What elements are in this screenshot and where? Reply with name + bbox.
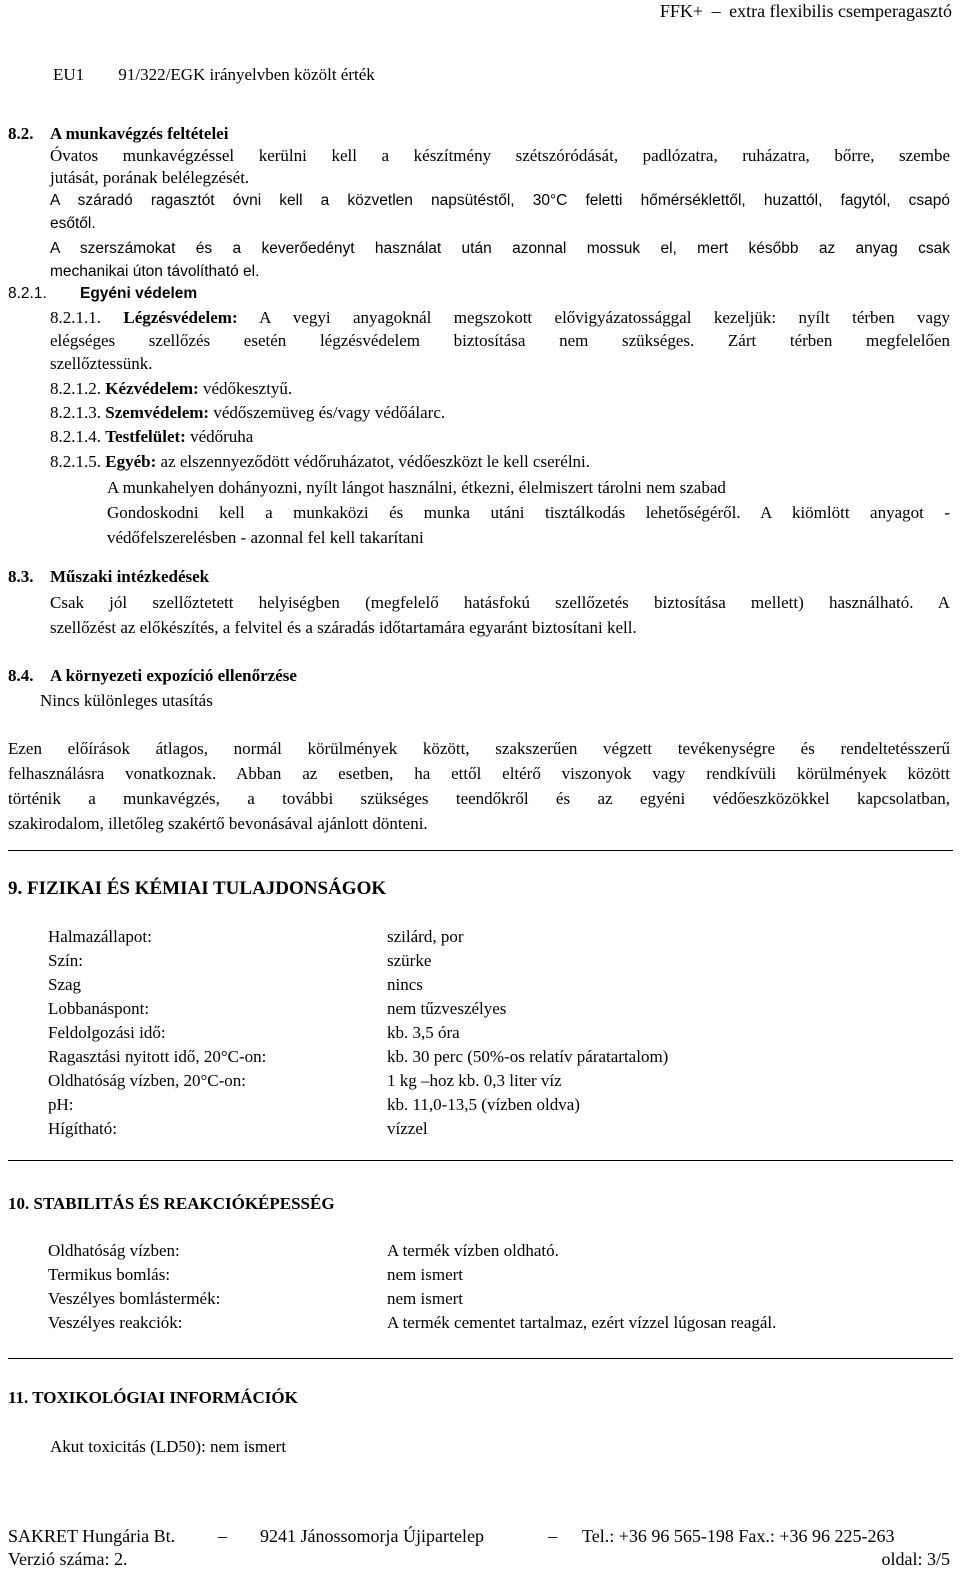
s821-item4 xyxy=(50,426,253,448)
s83-l1: Csak jól szellőztetett helyiségben (megfelelő hatásfokú szellőzetés biztosítása mellett) használható. A xyxy=(50,593,950,612)
section-8-3-heading xyxy=(8,566,210,588)
property-label: pH: xyxy=(48,1095,74,1114)
property-label: Oldhatóság vízben, 20°C-on: xyxy=(48,1071,247,1090)
item-number: 8.2.1.4. xyxy=(50,427,101,446)
property-value: vízzel xyxy=(387,1119,428,1138)
property-value: kb. 30 perc (50%-os relatív páratartalom) xyxy=(387,1047,669,1066)
divider xyxy=(8,1358,953,1359)
s82-p1-l1: Óvatos munkavégzéssel kerülni kell a készítmény szétszóródását, padlózatra, ruházatra, bőrre, szembe xyxy=(50,146,950,165)
page-header xyxy=(660,0,952,22)
s821-item1-l2: elégséges szellőzés esetén légzésvédelem biztosítása nem szükséges. Zárt térben megfelelően xyxy=(50,331,950,350)
property-value: kb. 11,0-13,5 (vízben oldva) xyxy=(387,1095,580,1114)
property-label: Szín: xyxy=(48,951,83,970)
property-label: Szag xyxy=(48,975,82,994)
property-value: nem ismert xyxy=(387,1289,464,1308)
property-value: szilárd, por xyxy=(387,927,464,946)
s821-note-l1: A munkahelyen dohányozni, nyílt lángot használni, étkezni, élelmiszert tárolni nem szabad xyxy=(107,478,726,497)
property-label: Veszélyes bomlástermék: xyxy=(48,1289,221,1308)
property-label: Ragasztási nyitott idő, 20°C-on: xyxy=(48,1047,267,1066)
s11-text: Akut toxicitás (LD50): nem ismert xyxy=(50,1437,287,1456)
s821-item2 xyxy=(50,378,292,400)
footer-phone: Tel.: +36 96 565-198 Fax.: +36 96 225-263 xyxy=(582,1526,895,1546)
header-product: extra flexibilis csemperagasztó xyxy=(729,1,952,21)
section-number: 8.4. xyxy=(8,666,34,685)
section-8-4-heading xyxy=(8,665,297,687)
item-label: Testfelület: xyxy=(105,427,186,446)
section-title: Műszaki intézkedések xyxy=(50,567,210,586)
property-label: Lobbanáspont: xyxy=(48,999,150,1018)
property-value: A termék cementet tartalmaz, ezért vízzel lúgosan reagál. xyxy=(387,1313,777,1332)
s821-note-l3: védőfelszerelésben - azonnal fel kell takarítani xyxy=(107,528,424,547)
s82-p3-l1: A szerszámokat és a keverőedényt használat után azonnal mossuk el, mert később az anyag csak xyxy=(50,240,950,257)
item-label: Légzésvédelem: xyxy=(123,308,238,327)
footer-dash2: – xyxy=(548,1526,557,1546)
section-8-2-heading xyxy=(8,123,229,145)
disclaimer-l1: Ezen előírások átlagos, normál körülmények között, szakszerűen végzett tevékenységre és rendeltetésszerű xyxy=(8,739,950,758)
s82-p1-l2: jutását, porának belélegzését. xyxy=(50,168,250,187)
s821-note-l2: Gondoskodni kell a munkaközi és munka utáni tisztálkodás lehetőségéről. A kiömlött anyagot - xyxy=(107,503,950,522)
section-number: 8.2. xyxy=(8,124,34,143)
section-title: A munkavégzés feltételei xyxy=(50,124,229,143)
property-value: szürke xyxy=(387,951,432,970)
section-11-title: 11. TOXIKOLÓGIAI INFORMÁCIÓK xyxy=(8,1388,298,1407)
header-brand: FFK+ xyxy=(659,1,704,21)
item-text: védőruha xyxy=(190,427,254,446)
property-label: Hígítható: xyxy=(48,1119,117,1138)
property-label: Feldolgozási idő: xyxy=(48,1023,166,1042)
section-9-title: 9. FIZIKAI ÉS KÉMIAI TULAJDONSÁGOK xyxy=(8,878,387,899)
property-value: A termék vízben oldható. xyxy=(387,1241,559,1260)
s82-p2-l1: A száradó ragasztót óvni kell a közvetlen napsütéstől, 30°C feletti hőmérséklettől, huzattól, fagytól, csapó xyxy=(50,192,950,209)
section-title: Egyéni védelem xyxy=(80,285,198,302)
header-dash: – xyxy=(711,1,721,21)
section-number: 8.3. xyxy=(8,567,34,586)
property-label: Oldhatóság vízben: xyxy=(48,1241,180,1260)
disclaimer-l4: szakirodalom, illetőleg szakértő bevonásával ajánlott dönteni. xyxy=(8,814,428,833)
footer-company: SAKRET Hungária Bt. xyxy=(8,1526,176,1546)
footer-dash: – xyxy=(218,1526,227,1546)
eu-limit-line xyxy=(53,64,375,86)
section-10-title: 10. STABILITÁS ÉS REAKCIÓKÉPESSÉG xyxy=(8,1194,335,1213)
item-text: védőszemüveg és/vagy védőálarc. xyxy=(213,403,446,422)
property-label: Veszélyes reakciók: xyxy=(48,1313,183,1332)
property-value: nem ismert xyxy=(387,1265,464,1284)
disclaimer-l3: történik a munkavégzés, a további szükséges teendőkről és az egyéni védőeszközökkel kapcsolatban, xyxy=(8,789,950,808)
item-label: Szemvédelem: xyxy=(105,403,210,422)
item-text: A vegyi anyagoknál megszokott elővigyázatossággal kezeljük: nyílt térben vagy xyxy=(259,308,951,327)
property-value: nem tűzveszélyes xyxy=(387,999,507,1018)
footer-page: oldal: 3/5 xyxy=(881,1549,950,1569)
s821-item1-l1 xyxy=(50,307,950,329)
s82-p3-l2: mechanikai úton távolítható el. xyxy=(50,263,260,280)
property-value: 1 kg –hoz kb. 0,3 liter víz xyxy=(387,1071,562,1090)
s83-l2: szellőzést az előkészítés, a felvitel és a száradás időtartamára egyaránt biztosítani kell. xyxy=(50,618,637,637)
s821-item3 xyxy=(50,402,445,424)
eu-label: EU1 xyxy=(53,65,85,84)
item-text: védőkesztyű. xyxy=(202,379,293,398)
item-number: 8.2.1.1. xyxy=(50,308,101,327)
disclaimer-l2: felhasználásra vonatkoznak. Abban az esetben, ha ettől eltérő viszonyok vagy rendkívüli körülmények között xyxy=(8,764,950,783)
footer-address: 9241 Jánossomorja Újipartelep xyxy=(260,1526,484,1546)
divider xyxy=(8,1160,953,1161)
item-text: az elszennyeződött védőruházatot, védőeszközt le kell cserélni. xyxy=(160,452,591,471)
s821-item1-l3: szellőztessünk. xyxy=(50,354,153,373)
property-value: nincs xyxy=(387,975,423,994)
property-label: Termikus bomlás: xyxy=(48,1265,171,1284)
section-number: 8.2.1. xyxy=(8,285,47,302)
item-number: 8.2.1.5. xyxy=(50,452,101,471)
divider xyxy=(8,850,953,851)
footer-version: Verzió száma: 2. xyxy=(8,1549,128,1569)
item-number: 8.2.1.2. xyxy=(50,379,101,398)
property-value: kb. 3,5 óra xyxy=(387,1023,460,1042)
s84-text: Nincs különleges utasítás xyxy=(40,691,213,710)
s82-p2-l2: esőtől. xyxy=(50,215,96,232)
item-label: Egyéb: xyxy=(105,452,157,471)
item-number: 8.2.1.3. xyxy=(50,403,101,422)
s821-item5 xyxy=(50,451,590,473)
section-8-2-1-heading xyxy=(8,283,198,305)
property-label: Halmazállapot: xyxy=(48,927,152,946)
section-title: A környezeti expozíció ellenőrzése xyxy=(50,666,297,685)
item-label: Kézvédelem: xyxy=(105,379,199,398)
eu-text: 91/322/EGK irányelvben közölt érték xyxy=(118,65,375,84)
